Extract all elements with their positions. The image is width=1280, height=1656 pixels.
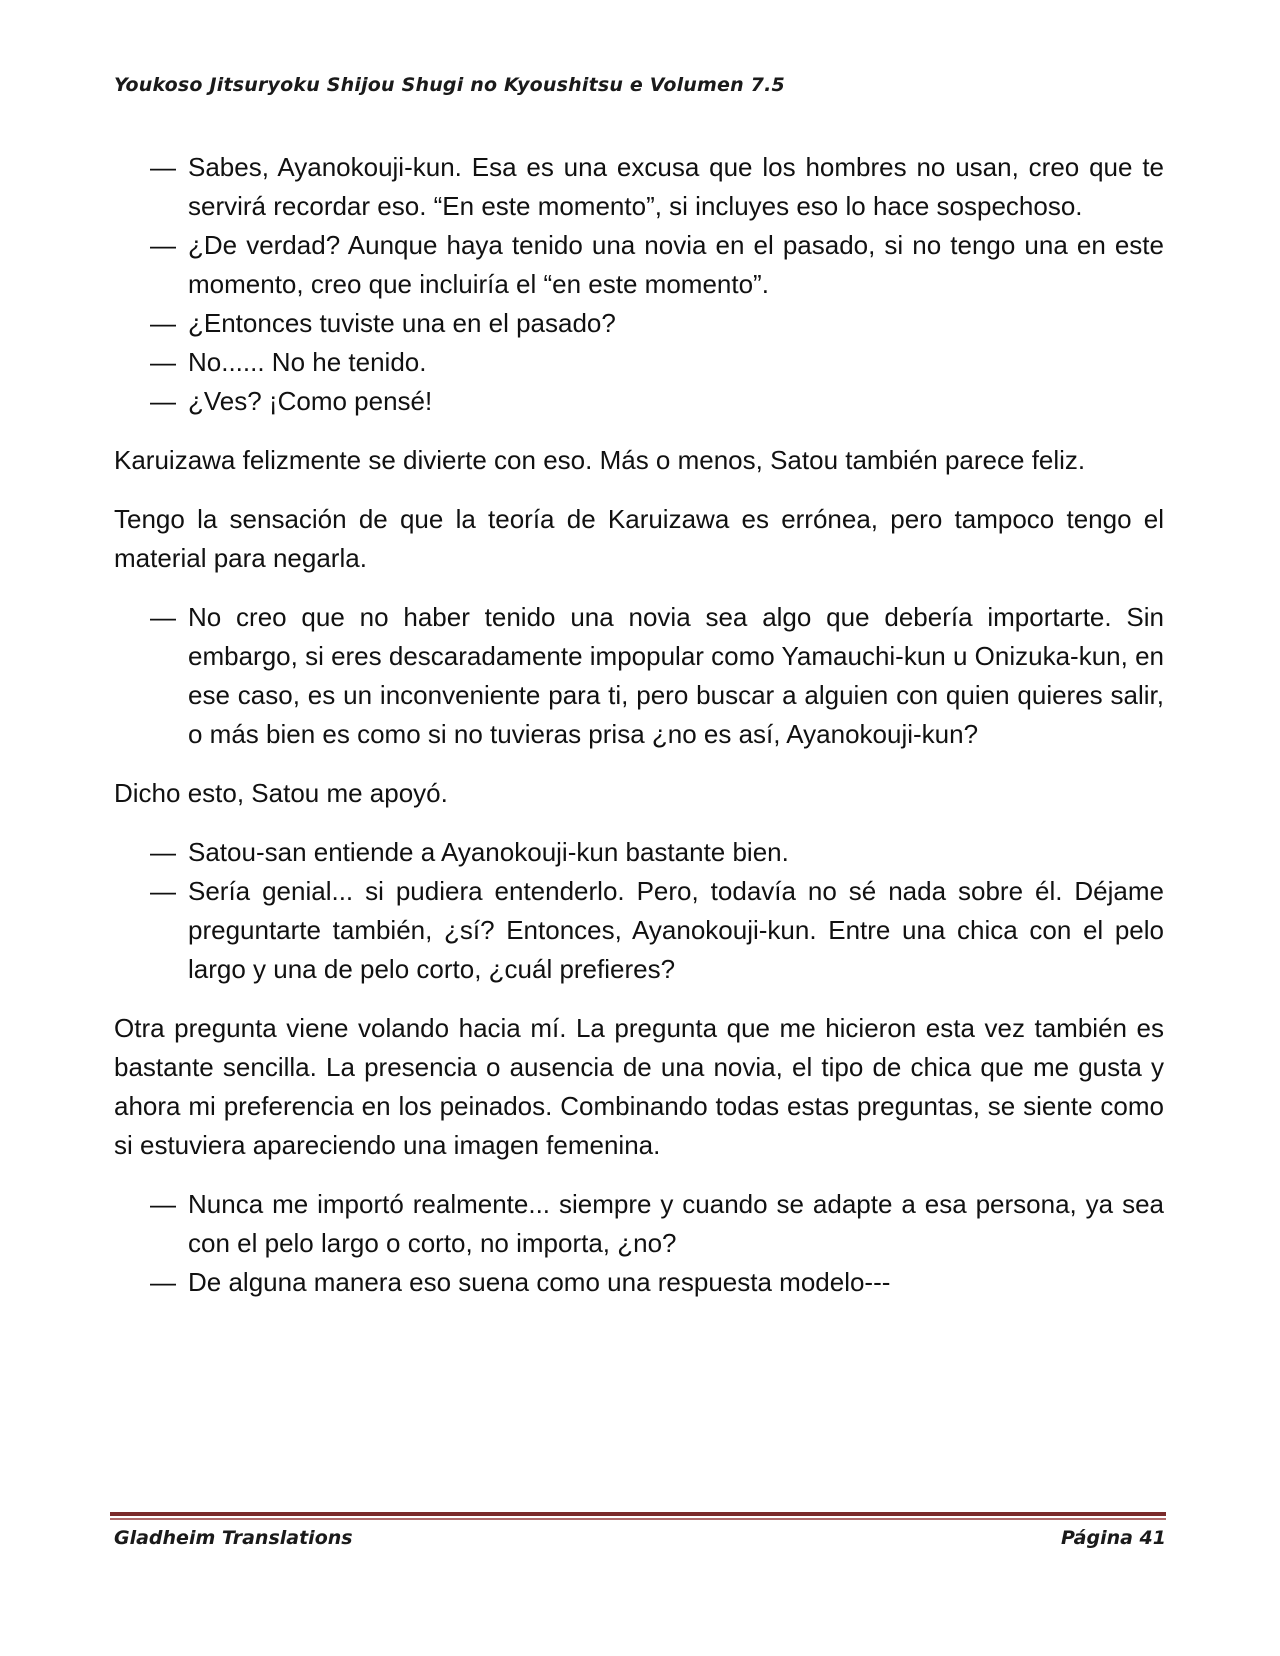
dialogue-text: ¿De verdad? Aunque haya tenido una novia en el pasado, si no tengo una en este momento, creo que incluiría el “en este momento”. (188, 230, 1164, 299)
dialogue-text: ¿Entonces tuviste una en el pasado? (188, 308, 616, 338)
dialogue-dash: — (150, 1267, 176, 1297)
dialogue-dash: — (150, 308, 176, 338)
document-header-title: Youkoso Jitsuryoku Shijou Shugi no Kyoushitsu e Volumen 7.5 (114, 74, 785, 96)
dialogue-dash: — (150, 230, 176, 260)
narration-paragraph: Tengo la sensación de que la teoría de Karuizawa es errónea, pero tampoco tengo el material para negarla. (114, 504, 1164, 573)
dialogue-dash: — (150, 152, 176, 182)
dialogue-text: Satou-san entiende a Ayanokouji-kun bastante bien. (188, 837, 789, 867)
dialogue-dash: — (150, 837, 176, 867)
footer-divider (110, 1512, 1166, 1516)
dialogue-group-3 (114, 833, 1164, 989)
footer-translator-credit: Gladheim Translations (114, 1527, 353, 1549)
footer-divider-thin (110, 1518, 1166, 1520)
dialogue-text: ¿Ves? ¡Como pensé! (188, 386, 433, 416)
dialogue-line (150, 1263, 1164, 1302)
footer-page-number: Página 41 (1060, 1527, 1166, 1549)
dialogue-line (150, 1185, 1164, 1263)
dialogue-line (150, 304, 1164, 343)
dialogue-text: No creo que no haber tenido una novia sea algo que debería importarte. Sin embargo, si eres descaradamente impopular como Yamauchi-kun u Onizuka-kun, en ese caso, es un inconveniente para ti, pero buscar a alguien con quien quieres salir, o más bien es como si no tuvieras prisa ¿no es así, Ayanokouji-kun? (188, 602, 1164, 749)
dialogue-line (150, 872, 1164, 989)
dialogue-text: Sabes, Ayanokouji-kun. Esa es una excusa que los hombres no usan, creo que te servirá recordar eso. “En este momento”, si incluyes eso lo hace sospechoso. (188, 152, 1164, 221)
dialogue-text: De alguna manera eso suena como una respuesta modelo--- (188, 1267, 891, 1297)
dialogue-dash: — (150, 347, 176, 377)
dialogue-text: Sería genial... si pudiera entenderlo. Pero, todavía no sé nada sobre él. Déjame preguntarte también, ¿sí? Entonces, Ayanokouji-kun. Entre una chica con el pelo largo y una de pelo corto, ¿cuál prefieres? (188, 876, 1164, 984)
dialogue-group-4 (114, 1185, 1164, 1302)
dialogue-dash: — (150, 1189, 176, 1219)
narration-paragraph: Otra pregunta viene volando hacia mí. La pregunta que me hicieron esta vez también es bastante sencilla. La presencia o ausencia de una novia, el tipo de chica que me gusta y ahora mi preferencia en los peinados. Combinando todas estas preguntas, se siente como si estuviera apareciendo una imagen femenina. (114, 1013, 1164, 1160)
document-body (114, 148, 1164, 1322)
dialogue-text: No...... No he tenido. (188, 347, 427, 377)
dialogue-dash: — (150, 386, 176, 416)
dialogue-text: Nunca me importó realmente... siempre y cuando se adapte a esa persona, ya sea con el pelo largo o corto, no importa, ¿no? (188, 1189, 1164, 1258)
dialogue-line (150, 382, 1164, 421)
dialogue-group-1 (114, 148, 1164, 421)
narration-paragraph: Karuizawa felizmente se divierte con eso. Más o menos, Satou también parece feliz. (114, 445, 1086, 475)
dialogue-line (150, 226, 1164, 304)
dialogue-line (150, 343, 1164, 382)
dialogue-line (150, 148, 1164, 226)
dialogue-dash: — (150, 876, 176, 906)
narration-paragraph: Dicho esto, Satou me apoyó. (114, 778, 448, 808)
dialogue-line (150, 833, 1164, 872)
dialogue-group-2 (114, 598, 1164, 754)
dialogue-line (150, 598, 1164, 754)
dialogue-dash: — (150, 602, 176, 632)
